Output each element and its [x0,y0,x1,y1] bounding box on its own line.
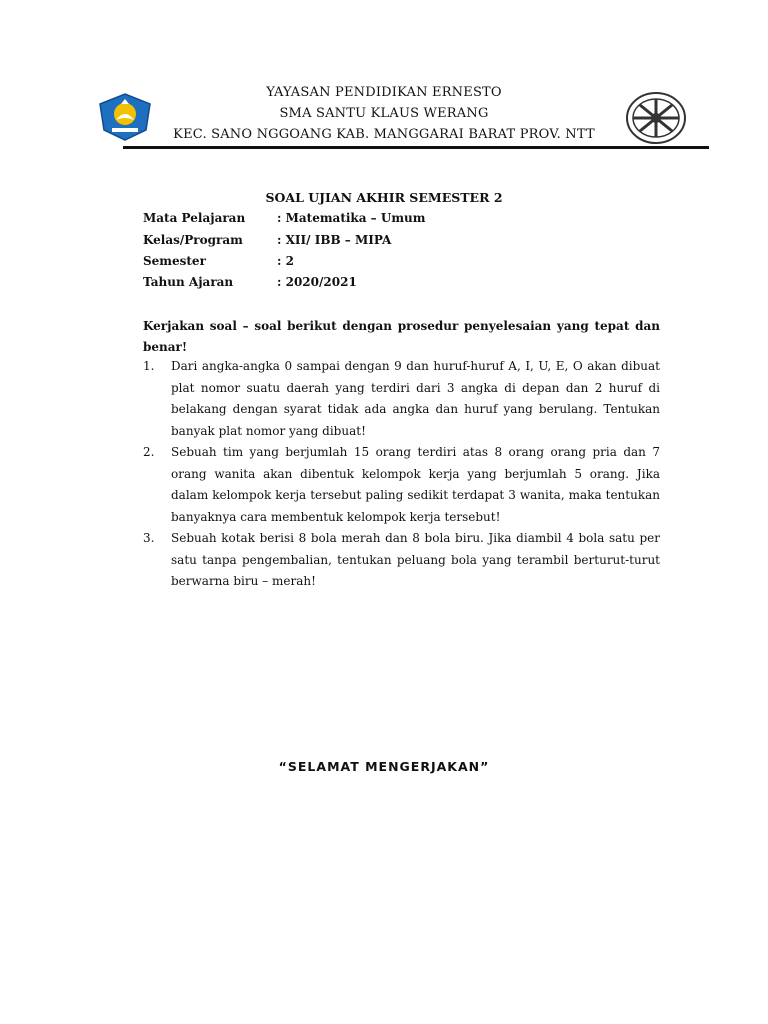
info-label: Mata Pelajaran [143,211,246,225]
question-number: 1. [143,359,155,373]
closing-message: “SELAMAT MENGERJAKAN” [278,759,490,774]
school-address: KEC. SANO NGGOANG KAB. MANGGARAI BARAT PROV. NTT [173,127,595,142]
instruction-text: Kerjakan soal – soal berikut dengan prosedur penyelesaian yang tepat dan benar! [143,319,660,354]
question-item [143,442,660,528]
question-number: 3. [143,531,155,545]
info-value: : 2 [277,254,294,268]
school-name: SMA SANTU KLAUS WERANG [279,106,489,121]
info-label: Tahun Ajaran [143,275,234,289]
question-number: 2. [143,445,155,459]
question-item [143,356,660,442]
question-text: Dari angka-angka 0 sampai dengan 9 dan huruf-huruf A, I, U, E, O akan dibuat plat nomor suatu daerah yang terdiri dari 3 angka di depan dan 2 huruf di belakang dengan syarat tidak ada angka dan huruf yang berulang. Tentukan banyak plat nomor yang dibuat! [171,359,660,438]
info-label: Kelas/Program [143,233,243,247]
foundation-name: YAYASAN PENDIDIKAN ERNESTO [266,85,502,100]
exam-title: SOAL UJIAN AKHIR SEMESTER 2 [265,190,503,205]
question-item [143,528,660,593]
info-value: : Matematika – Umum [277,211,426,225]
info-value: : 2020/2021 [277,275,357,289]
question-text: Sebuah kotak berisi 8 bola merah dan 8 bola biru. Jika diambil 4 bola satu per satu tanpa pengembalian, tentukan peluang bola yang terambil berturut-turut berwarna biru – merah! [171,531,660,588]
info-label: Semester [143,254,206,268]
info-value: : XII/ IBB – MIPA [277,233,392,247]
question-list [143,356,660,593]
question-text: Sebuah tim yang berjumlah 15 orang terdiri atas 8 orang orang pria dan 7 orang wanita akan dibentuk kelompok kerja yang berjumlah 5 orang. Jika dalam kelompok kerja tersebut paling sedikit terdapat 3 wanita, maka tentukan banyaknya cara membentuk kelompok kerja tersebut! [171,445,660,524]
header-divider [123,146,709,149]
